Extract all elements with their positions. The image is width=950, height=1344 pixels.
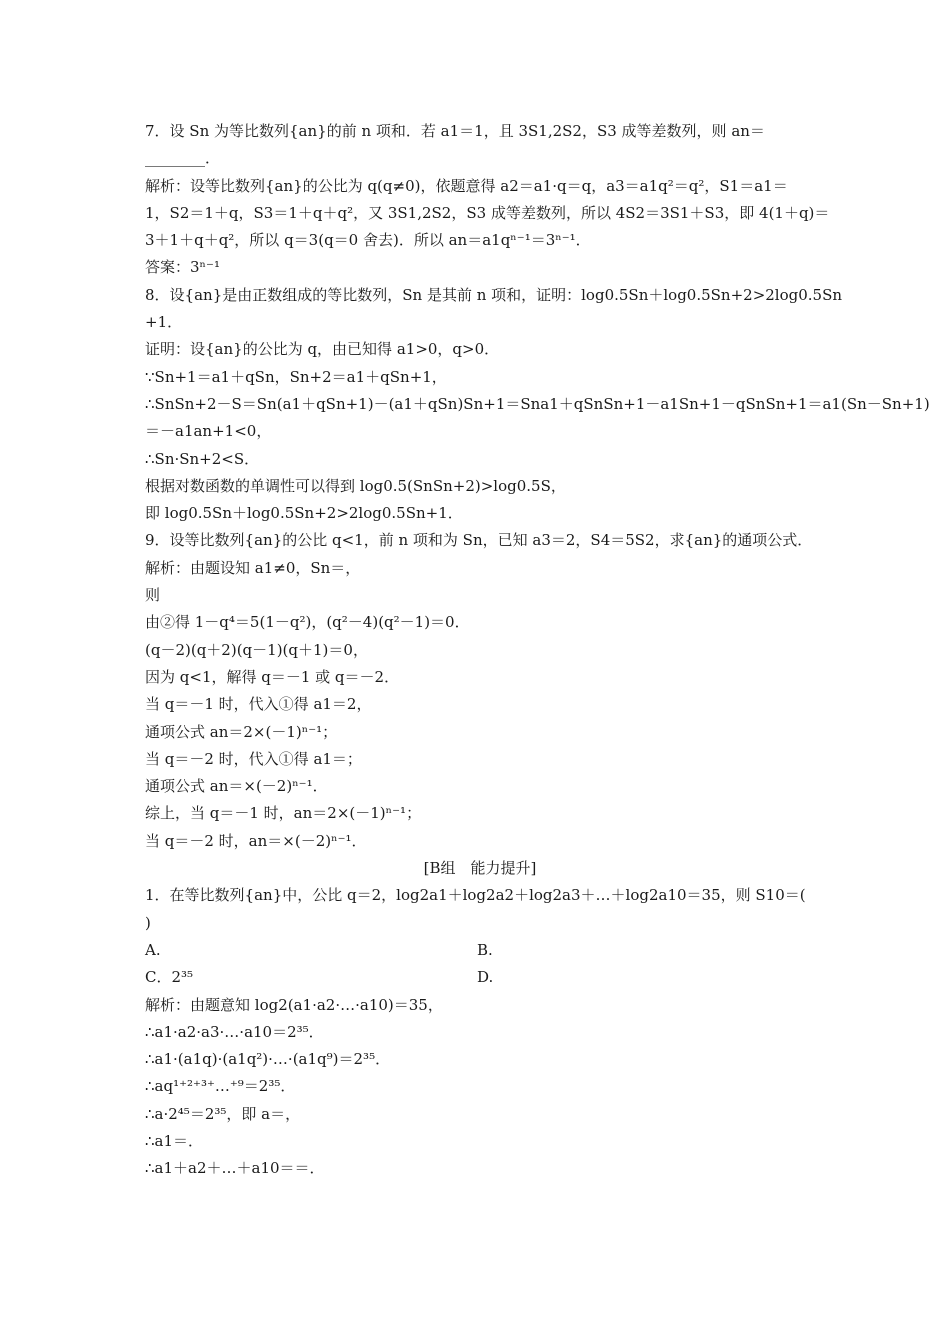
- options-row: [145, 964, 815, 991]
- option-b: B.: [477, 940, 493, 959]
- text-line: 当 q＝－2 时，代入①得 a1＝；: [145, 749, 362, 768]
- text-line: 则: [145, 586, 161, 605]
- text-line: 解析：由题设知 a1≠0，Sn＝，: [145, 558, 361, 577]
- text-line: ∴a·2⁴⁵＝2³⁵，即 a＝，: [145, 1104, 301, 1123]
- text-line: 根据对数函数的单调性可以得到 log0.5(SnSn+2)>log0.5S，: [145, 476, 566, 495]
- text-line: 综上，当 q＝－1 时，an＝2×(－1)ⁿ⁻¹；: [145, 804, 422, 823]
- text-line: ________．: [145, 149, 221, 168]
- text-line: ∴Sn·Sn+2<S．: [145, 449, 260, 468]
- option-c: C．2³⁵: [145, 968, 194, 987]
- document-page: [145, 118, 930, 1183]
- text-line: ∴aq¹⁺²⁺³⁺…⁺⁹＝2³⁵．: [145, 1077, 296, 1096]
- text-line: 通项公式 an＝2×(－1)ⁿ⁻¹；: [145, 722, 338, 741]
- option-d: D.: [477, 968, 494, 987]
- text-line: ∴a1＝．: [145, 1131, 204, 1150]
- text-line: ∴a1＋a2＋…＋a10＝＝．: [145, 1159, 325, 1178]
- text-line: 8．设{an}是由正数组成的等比数列，Sn 是其前 n 项和，证明：log0.5Sn＋log0.5Sn+2>2log0.5Sn: [145, 285, 843, 304]
- option-a: A.: [145, 940, 161, 959]
- text-line: 通项公式 an＝×(－2)ⁿ⁻¹．: [145, 777, 328, 796]
- text-line: ∴a1·a2·a3·…·a10＝2³⁵．: [145, 1022, 324, 1041]
- text-line: ∴SnSn+2－S＝Sn(a1＋qSn+1)－(a1＋qSn)Sn+1＝Sna1＋qSnSn+1－a1Sn+1－qSnSn+1＝a1(Sn－Sn+1): [145, 394, 930, 413]
- text-line: 因为 q<1，解得 q＝－1 或 q＝－2．: [145, 667, 400, 686]
- text-line: 当 q＝－2 时，an＝×(－2)ⁿ⁻¹．: [145, 831, 367, 850]
- text-line: 3＋1＋q＋q²，所以 q＝3(q＝0 舍去)．所以 an＝a1qⁿ⁻¹＝3ⁿ⁻¹．: [145, 231, 591, 250]
- text-line: 由②得 1－q⁴＝5(1－q²)，(q²－4)(q²－1)＝0．: [145, 613, 470, 632]
- text-line: 解析：设等比数列{an}的公比为 q(q≠0)，依题意得 a2＝a1·q＝q，a3＝a1q²＝q²，S1＝a1＝: [145, 176, 788, 195]
- text-line: +1．: [145, 313, 183, 332]
- text-line: 解析：由题意知 log2(a1·a2·…·a10)＝35，: [145, 995, 443, 1014]
- section-heading: [B组 能力提升]: [423, 859, 537, 878]
- text-line: 证明：设{an}的公比为 q，由已知得 a1>0，q>0．: [145, 340, 500, 359]
- text-line: 即 log0.5Sn＋log0.5Sn+2>2log0.5Sn+1．: [145, 504, 463, 523]
- text-line: 1，S2＝1＋q，S3＝1＋q＋q²，又 3S1,2S2，S3 成等差数列，所以 4S2＝3S1＋S3，即 4(1＋q)＝: [145, 203, 830, 222]
- text-line: ∵Sn+1＝a1＋qSn，Sn+2＝a1＋qSn+1，: [145, 367, 447, 386]
- options-row: [145, 937, 815, 964]
- text-line: 当 q＝－1 时，代入①得 a1＝2，: [145, 695, 372, 714]
- question-line: ): [145, 913, 151, 932]
- text-line: ∴a1·(a1q)·(a1q²)·…·(a1q⁹)＝2³⁵．: [145, 1050, 391, 1069]
- question-line: 1．在等比数列{an}中，公比 q＝2，log2a1＋log2a2＋log2a3＋…＋log2a10＝35，则 S10＝(: [145, 886, 806, 905]
- text-line: (q－2)(q＋2)(q－1)(q＋1)＝0，: [145, 640, 368, 659]
- text-line: 7．设 Sn 为等比数列{an}的前 n 项和．若 a1＝1，且 3S1,2S2，S3 成等差数列，则 an＝: [145, 122, 765, 140]
- text-line: ＝－a1an+1<0，: [145, 422, 272, 441]
- text-line: 9．设等比数列{an}的公比 q<1，前 n 项和为 Sn，已知 a3＝2，S4＝5S2，求{an}的通项公式．: [145, 531, 813, 550]
- text-line: 答案：3ⁿ⁻¹: [145, 258, 220, 277]
